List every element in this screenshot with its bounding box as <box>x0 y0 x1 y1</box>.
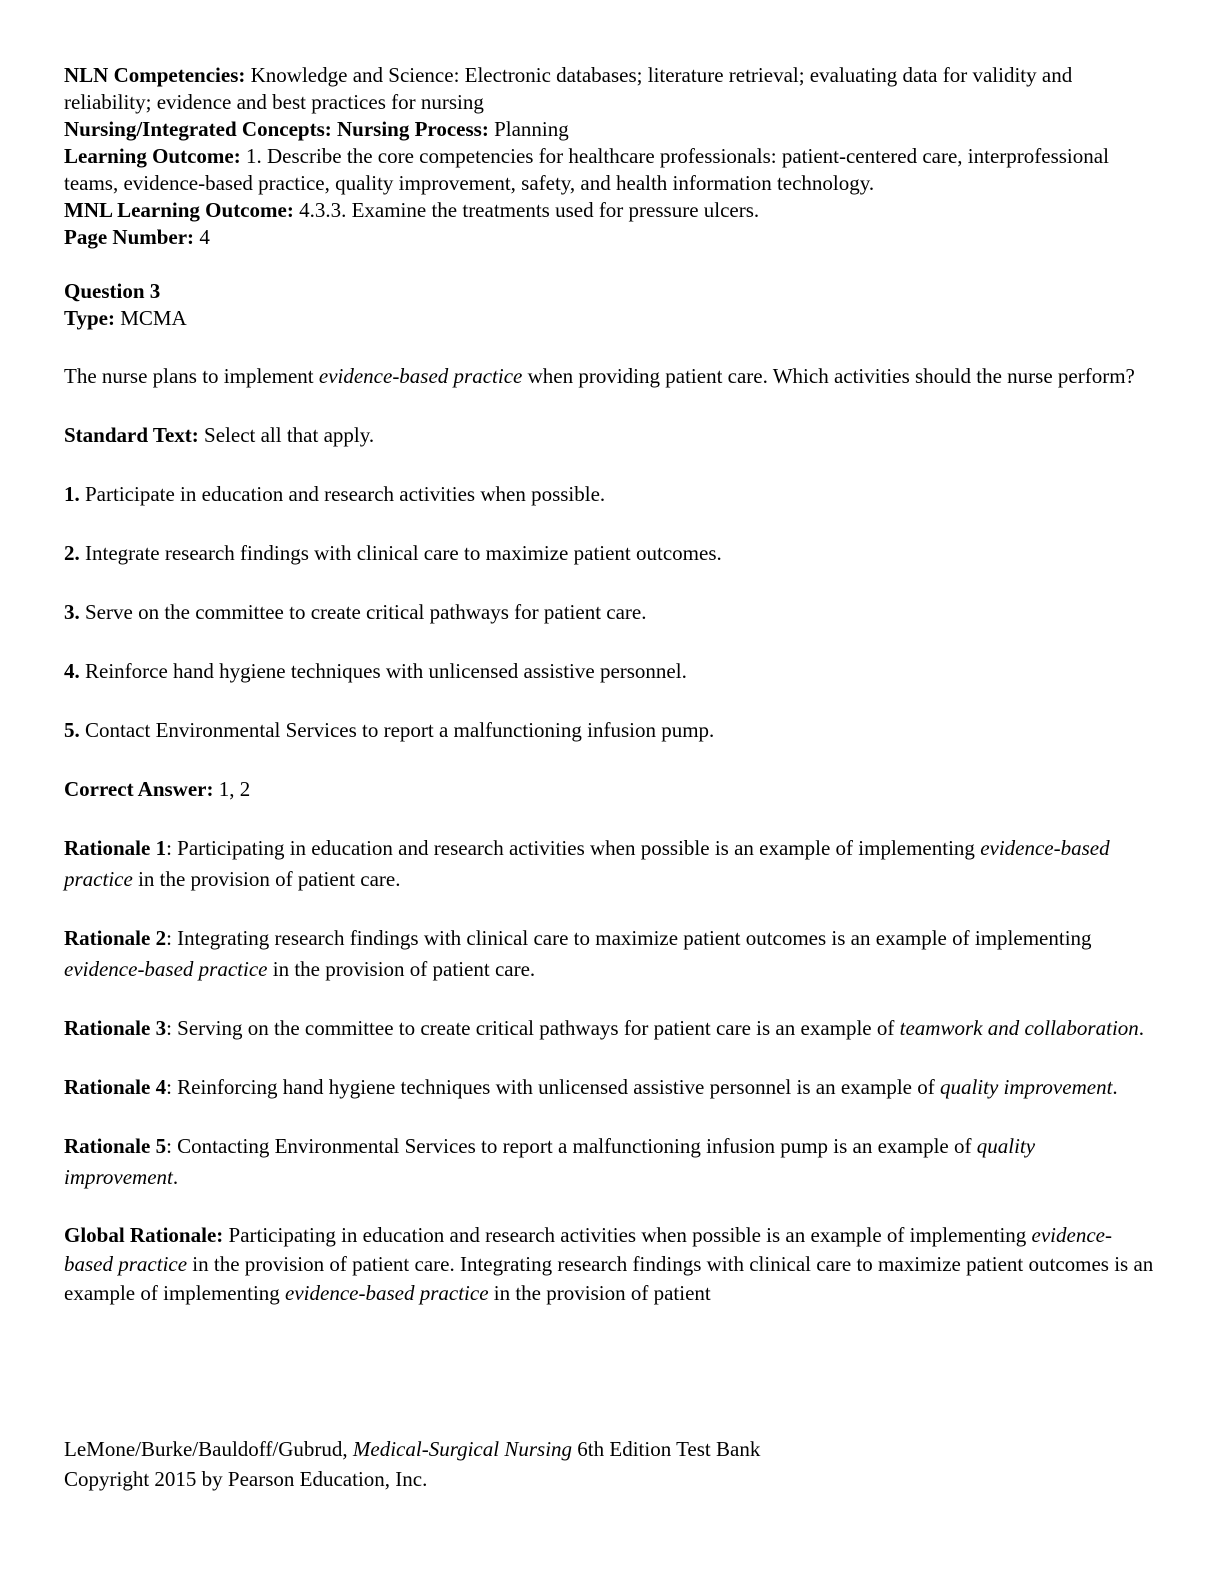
rationale-emphasis: teamwork and collaboration <box>899 1016 1139 1040</box>
concepts-label: Nursing/Integrated Concepts: Nursing Process: <box>64 117 489 141</box>
mnl-text: 4.3.3. Examine the treatments used for pressure ulcers. <box>293 198 760 222</box>
footer-edition: 6th Edition Test Bank <box>572 1437 761 1461</box>
option-text: Participate in education and research activities when possible. <box>79 482 606 506</box>
footer-copyright: Copyright 2015 by Pearson Education, Inc. <box>64 1467 428 1491</box>
standard-label: Standard Text: <box>64 423 199 447</box>
document-page <box>64 62 1154 1308</box>
option-4 <box>64 656 1154 687</box>
option-text: Serve on the committee to create critical pathways for patient care. <box>79 600 647 624</box>
global-text-1: Participating in education and research activities when possible is an example of implementing <box>223 1223 1032 1247</box>
question-type <box>64 305 1154 332</box>
type-value: MCMA <box>114 306 187 330</box>
option-3 <box>64 597 1154 628</box>
rationale-text: : Contacting Environmental Services to report a malfunctioning infusion pump is an example of <box>166 1134 977 1158</box>
rationale-1 <box>64 833 1154 895</box>
standard-text <box>64 420 1154 451</box>
global-emphasis-2: evidence-based practice <box>285 1281 489 1305</box>
rationale-emphasis: quality improvement <box>64 1134 1036 1189</box>
global-rationale <box>64 1221 1154 1308</box>
rationale-5 <box>64 1131 1154 1193</box>
rationale-label: Rationale 4 <box>64 1075 167 1099</box>
stem-emphasis: evidence-based practice <box>318 364 523 388</box>
integrated-concepts <box>64 116 1154 143</box>
nln-competencies <box>64 62 1154 116</box>
mnl-learning-outcome <box>64 197 1154 224</box>
global-text-3: in the provision of patient <box>488 1281 711 1305</box>
option-number: 4. <box>64 659 80 683</box>
footer-authors: LeMone/Burke/Bauldoff/Gubrud, <box>64 1437 353 1461</box>
option-text: Integrate research findings with clinical care to maximize patient outcomes. <box>79 541 722 565</box>
rationale-label: Rationale 5 <box>64 1134 167 1158</box>
option-number: 5. <box>64 718 80 742</box>
rationale-2 <box>64 923 1154 985</box>
rationale-emphasis: evidence-based practice <box>64 957 268 981</box>
footer-book-title: Medical-Surgical Nursing <box>352 1437 573 1461</box>
page-number-value: 4 <box>194 225 210 249</box>
option-number: 2. <box>64 541 80 565</box>
rationale-label: Rationale 1 <box>64 836 167 860</box>
global-rationale-label: Global Rationale: <box>64 1223 224 1247</box>
rationale-text-end: in the provision of patient care. <box>132 867 401 891</box>
correct-answer <box>64 774 1154 805</box>
rationale-text-end: in the provision of patient care. <box>267 957 536 981</box>
rationale-text: : Serving on the committee to create critical pathways for patient care is an example of <box>166 1016 900 1040</box>
rationale-text-end: . <box>1112 1075 1118 1099</box>
rationale-4 <box>64 1072 1154 1103</box>
rationale-emphasis: evidence-based practice <box>64 836 1110 891</box>
footer-citation <box>64 1434 1154 1464</box>
rationale-label: Rationale 2 <box>64 926 167 950</box>
option-2 <box>64 538 1154 569</box>
nln-label: NLN Competencies: <box>64 63 246 87</box>
option-text: Contact Environmental Services to report a malfunctioning infusion pump. <box>79 718 715 742</box>
option-5 <box>64 715 1154 746</box>
rationale-text: : Reinforcing hand hygiene techniques with unlicensed assistive personnel is an example of <box>166 1075 940 1099</box>
question-stem <box>64 361 1154 392</box>
answer-value: 1, 2 <box>213 777 251 801</box>
page-number <box>64 224 1154 251</box>
stem-post: when providing patient care. Which activities should the nurse perform? <box>522 364 1135 388</box>
rationale-text-end: . <box>172 1165 179 1189</box>
stem-pre: The nurse plans to implement <box>64 364 319 388</box>
rationale-text-end: . <box>1138 1016 1145 1040</box>
outcome-label: Learning Outcome: <box>64 144 241 168</box>
concepts-text: Planning <box>488 117 569 141</box>
global-emphasis-1: evidence-based practice <box>64 1223 1112 1276</box>
type-label: Type: <box>64 306 115 330</box>
rationale-text: : Participating in education and research activities when possible is an example of implementing <box>166 836 981 860</box>
learning-outcome <box>64 143 1154 197</box>
outcome-text: 1. Describe the core competencies for healthcare professionals: patient-centered care, interprofessional teams, evidence-based practice, quality improvement, safety, and health information technology. <box>64 144 1109 195</box>
question-title-text: Question 3 <box>64 279 161 303</box>
option-number: 3. <box>64 600 80 624</box>
answer-label: Correct Answer: <box>64 777 214 801</box>
option-number: 1. <box>64 482 80 506</box>
option-1 <box>64 479 1154 510</box>
rationale-emphasis: quality improvement <box>939 1075 1113 1099</box>
standard-value: Select all that apply. <box>198 423 375 447</box>
page-number-label: Page Number: <box>64 225 195 249</box>
rationale-3 <box>64 1013 1154 1044</box>
mnl-label: MNL Learning Outcome: <box>64 198 294 222</box>
nln-text: Knowledge and Science: Electronic databases; literature retrieval; evaluating data for validity and reliability; evidence and best practices for nursing <box>64 63 1073 114</box>
page-footer <box>64 1434 1154 1494</box>
option-text: Reinforce hand hygiene techniques with unlicensed assistive personnel. <box>79 659 687 683</box>
global-text-2: in the provision of patient care. Integrating research findings with clinical care to maximize patient outcomes is an example of implementing <box>64 1252 1154 1305</box>
rationale-label: Rationale 3 <box>64 1016 167 1040</box>
rationale-text: : Integrating research findings with clinical care to maximize patient outcomes is an example of implementing <box>166 926 1092 950</box>
question-title <box>64 278 1154 305</box>
